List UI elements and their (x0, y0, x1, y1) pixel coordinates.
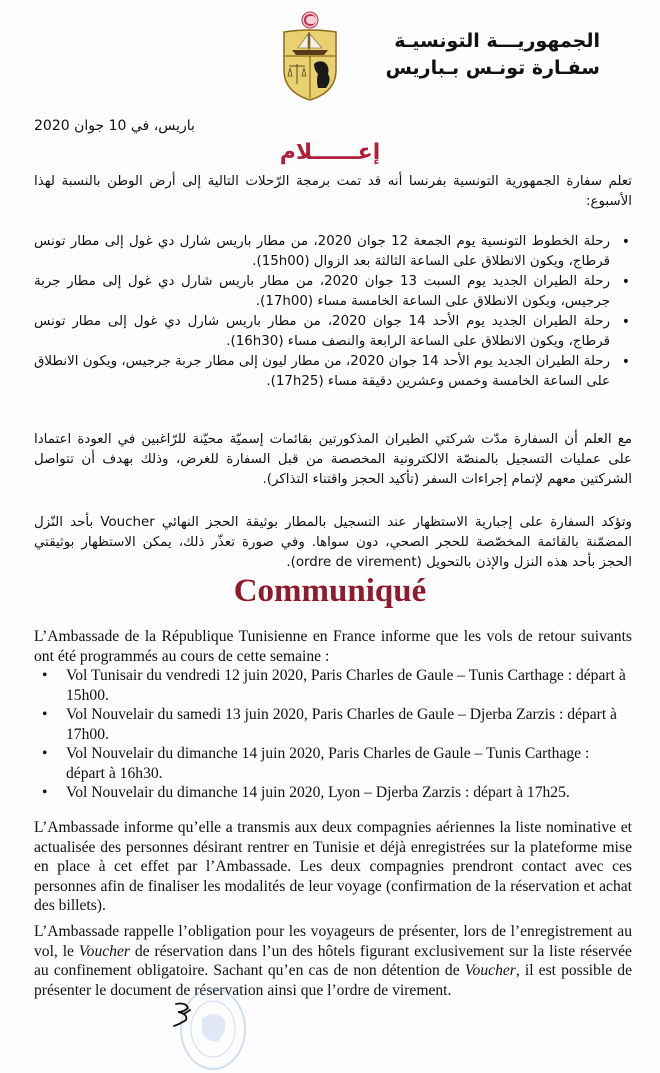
french-flight-item: • Vol Nouvelair du dimanche 14 juin 2020, Lyon – Djerba Zarzis : départ à 17h25. (66, 783, 632, 803)
voucher-term: Voucher (78, 942, 130, 960)
arabic-flight-item: • رحلة الطيران الجديد يوم السبت 13 جوان 2020، من مطار باريس شارل دي غول إلى مطار جربة جرجيس، ويكون الانطلاق على الساعة الخامسة مساء (17h00). (34, 272, 610, 312)
arabic-title: إعــــــلام (279, 140, 381, 165)
french-flight-item: • Vol Nouvelair du dimanche 14 juin 2020, Paris Charles de Gaule – Tunis Carthage : départ à 16h30. (66, 744, 632, 783)
french-flight-item: • Vol Nouvelair du samedi 13 juin 2020, Paris Charles de Gaule – Djerba Zarzis : départ à 17h00. (66, 705, 632, 744)
arabic-flight-item: • رحلة الطيران الجديد يوم الأحد 14 جوان 2020، من مطار باريس شارل دي غول إلى مطار تونس قرطاج، ويكون الانطلاق على الساعة الرابعة والنصف مساء (16h30). (34, 312, 610, 352)
arabic-intro: تعلم سفارة الجمهورية التونسية بفرنسا أنه قد تمت برمجة الرّحلات التالية إلى أرض الوطن بالنسبة لهذا الأسبوع: (34, 174, 632, 209)
french-paragraph-1: L’Ambassade informe qu’elle a transmis aux deux compagnies aériennes la liste nominative et actualisée des personnes désirant rentrer en Tunisie et déjà enregistrées sur la plateforme mise en place à cet effet par l’Ambassade. Les deux compagnies prendront contact avec ces personnes afin de finaliser les modalités de leur voyage (confirmation de la réservation et achat des billets). (34, 819, 632, 914)
french-flight-item: • Vol Tunisair du vendredi 12 juin 2020, Paris Charles de Gaule – Tunis Carthage : départ à 15h00. (66, 666, 632, 705)
header-republic: الجمهوريـــة التونسيـة (394, 30, 600, 52)
coat-of-arms-icon (278, 10, 342, 102)
arabic-paragraph-2: وتؤكد السفارة على إجبارية الاستظهار عند التسجيل بالمطار بوثيقة الحجز النهائي Voucher بأحد النّزل المضمّنة بالقائمة المخصّصة للحجر الصحي، دون سواها. وفي صورة تعذّر ذلك، يمكن الاستظهار بوثيقتي الحجز بأحد هذه النزل والإذن بالتحويل (ordre de virement). (34, 515, 632, 570)
arabic-flight-item: • رحلة الخطوط التونسية يوم الجمعة 12 جوان 2020، من مطار باريس شارل دي غول إلى مطار تونس قرطاج، ويكون الانطلاق على الساعة الثالثة بعد الزوال (15h00). (34, 232, 610, 272)
french-paragraph-2: L’Ambassade rappelle l’obligation pour les voyageurs de présenter, lors de l’enregistrement au vol, le Voucher de réservation dans l’un des hôtels figurant exclusivement sur la liste réservée au confinement obligatoire. Sachant qu’en cas de non détention de Voucher, il est possible de présenter le document de réservation ainsi que l’ordre de virement. (34, 923, 632, 999)
header-embassy: سفـارة تونـس بـباريس (385, 57, 600, 79)
arabic-paragraph-1: مع العلم أن السفارة مدّت شركتي الطيران المذكورتين بقائمات إسميّة محيّنة للرّاغبين في العودة اعتمادا على عمليات التسجيل بالمنصّة الالكترونية المخصصة من قبل السفارة للغرض، وذلك بهدف أن تتواصل الشركتين معهم لإتمام إجراءات السفر (تأكيد الحجز واقتناء التذاكر). (34, 432, 632, 487)
arabic-flight-list (34, 232, 632, 392)
document-date: باريس، في 10 جوان 2020 (34, 118, 195, 134)
french-intro: L’Ambassade de la République Tunisienne en France informe que les vols de retour suivants ont été programmés au cours de cette semaine : (34, 628, 632, 665)
french-title: Communiqué (233, 573, 427, 609)
voucher-term: Voucher (464, 962, 516, 979)
french-flight-list (34, 666, 632, 803)
signature-icon (170, 1000, 196, 1028)
header-title (386, 28, 600, 82)
official-stamp-icon (178, 985, 248, 1073)
arabic-flight-item: • رحلة الطيران الجديد يوم الأحد 14 جوان 2020، من مطار ليون إلى مطار جربة جرجيس، ويكون الانطلاق على الساعة الخامسة وخمس وعشرين دقيقة مساء (17h25). (34, 352, 610, 392)
